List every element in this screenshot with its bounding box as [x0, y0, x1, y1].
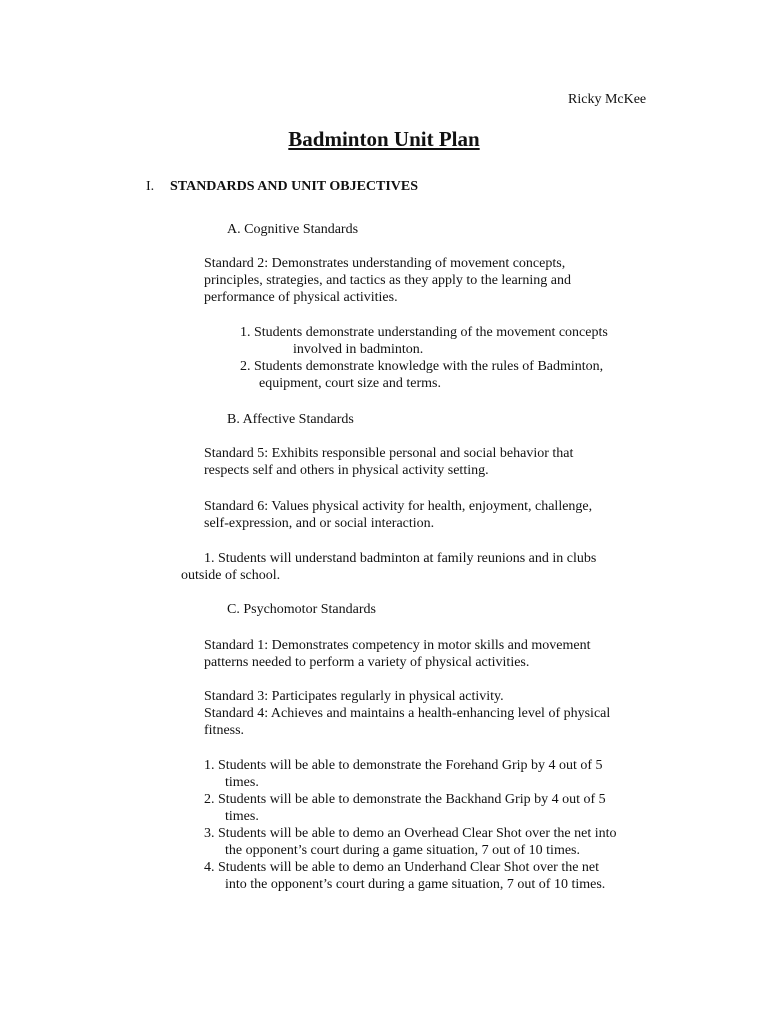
affective-standard-5 — [204, 445, 674, 479]
page-title: Badminton Unit Plan — [288, 127, 480, 151]
list-item-continuation: times. — [225, 809, 259, 824]
cognitive-heading: A. Cognitive Standards — [227, 222, 359, 237]
psychomotor-standard-1 — [204, 637, 674, 671]
text-line: fitness. — [204, 723, 245, 738]
section-title: STANDARDS AND UNIT OBJECTIVES — [170, 179, 419, 194]
text-line: outside of school. — [181, 568, 281, 583]
text-line: self-expression, and or social interaction. — [204, 516, 435, 531]
text-line: principles, strategies, and tactics as they apply to the learning and — [204, 273, 571, 288]
text-line: Standard 2: Demonstrates understanding of movement concepts, — [204, 256, 566, 271]
cognitive-standard-2 — [204, 255, 674, 306]
psychomotor-standards-3-4 — [204, 688, 674, 739]
text-line: Standard 1: Demonstrates competency in motor skills and movement — [204, 638, 591, 653]
text-line: 1. Students will understand badminton at family reunions and in clubs — [204, 551, 597, 566]
list-item-continuation: into the opponent’s court during a game situation, 7 out of 10 times. — [225, 877, 606, 892]
list-item: 2. Students will be able to demonstrate the Backhand Grip by 4 out of 5 — [204, 792, 606, 807]
list-item: 1. Students will be able to demonstrate the Forehand Grip by 4 out of 5 — [204, 758, 603, 773]
text-line: Standard 5: Exhibits responsible personal and social behavior that — [204, 446, 574, 461]
list-item: 3. Students will be able to demo an Overhead Clear Shot over the net into — [204, 826, 617, 841]
list-item-continuation: involved in badminton. — [293, 342, 424, 357]
author-name: Ricky McKee — [568, 92, 647, 107]
cognitive-objectives-list — [240, 324, 608, 392]
text-line: Standard 4: Achieves and maintains a health-enhancing level of physical — [204, 706, 611, 721]
affective-standard-6 — [204, 498, 674, 532]
text-line: Standard 3: Participates regularly in physical activity. — [204, 689, 504, 704]
psychomotor-heading: C. Psychomotor Standards — [227, 602, 376, 617]
text-line: patterns needed to perform a variety of physical activities. — [204, 655, 530, 670]
list-item: 4. Students will be able to demo an Underhand Clear Shot over the net — [204, 860, 600, 875]
section-number: I. — [146, 179, 155, 194]
list-item: 2. Students demonstrate knowledge with the rules of Badminton, — [240, 359, 604, 374]
text-line: respects self and others in physical activity setting. — [204, 463, 489, 478]
affective-objective — [181, 550, 651, 584]
list-item: 1. Students demonstrate understanding of the movement concepts — [240, 325, 608, 340]
list-item-continuation: the opponent’s court during a game situation, 7 out of 10 times. — [225, 843, 580, 858]
text-line: performance of physical activities. — [204, 290, 398, 305]
psychomotor-objectives-list — [204, 757, 617, 893]
text-line: Standard 6: Values physical activity for health, enjoyment, challenge, — [204, 499, 593, 514]
list-item-continuation: times. — [225, 775, 259, 790]
list-item-continuation: equipment, court size and terms. — [259, 376, 441, 391]
affective-heading: B. Affective Standards — [227, 412, 354, 427]
